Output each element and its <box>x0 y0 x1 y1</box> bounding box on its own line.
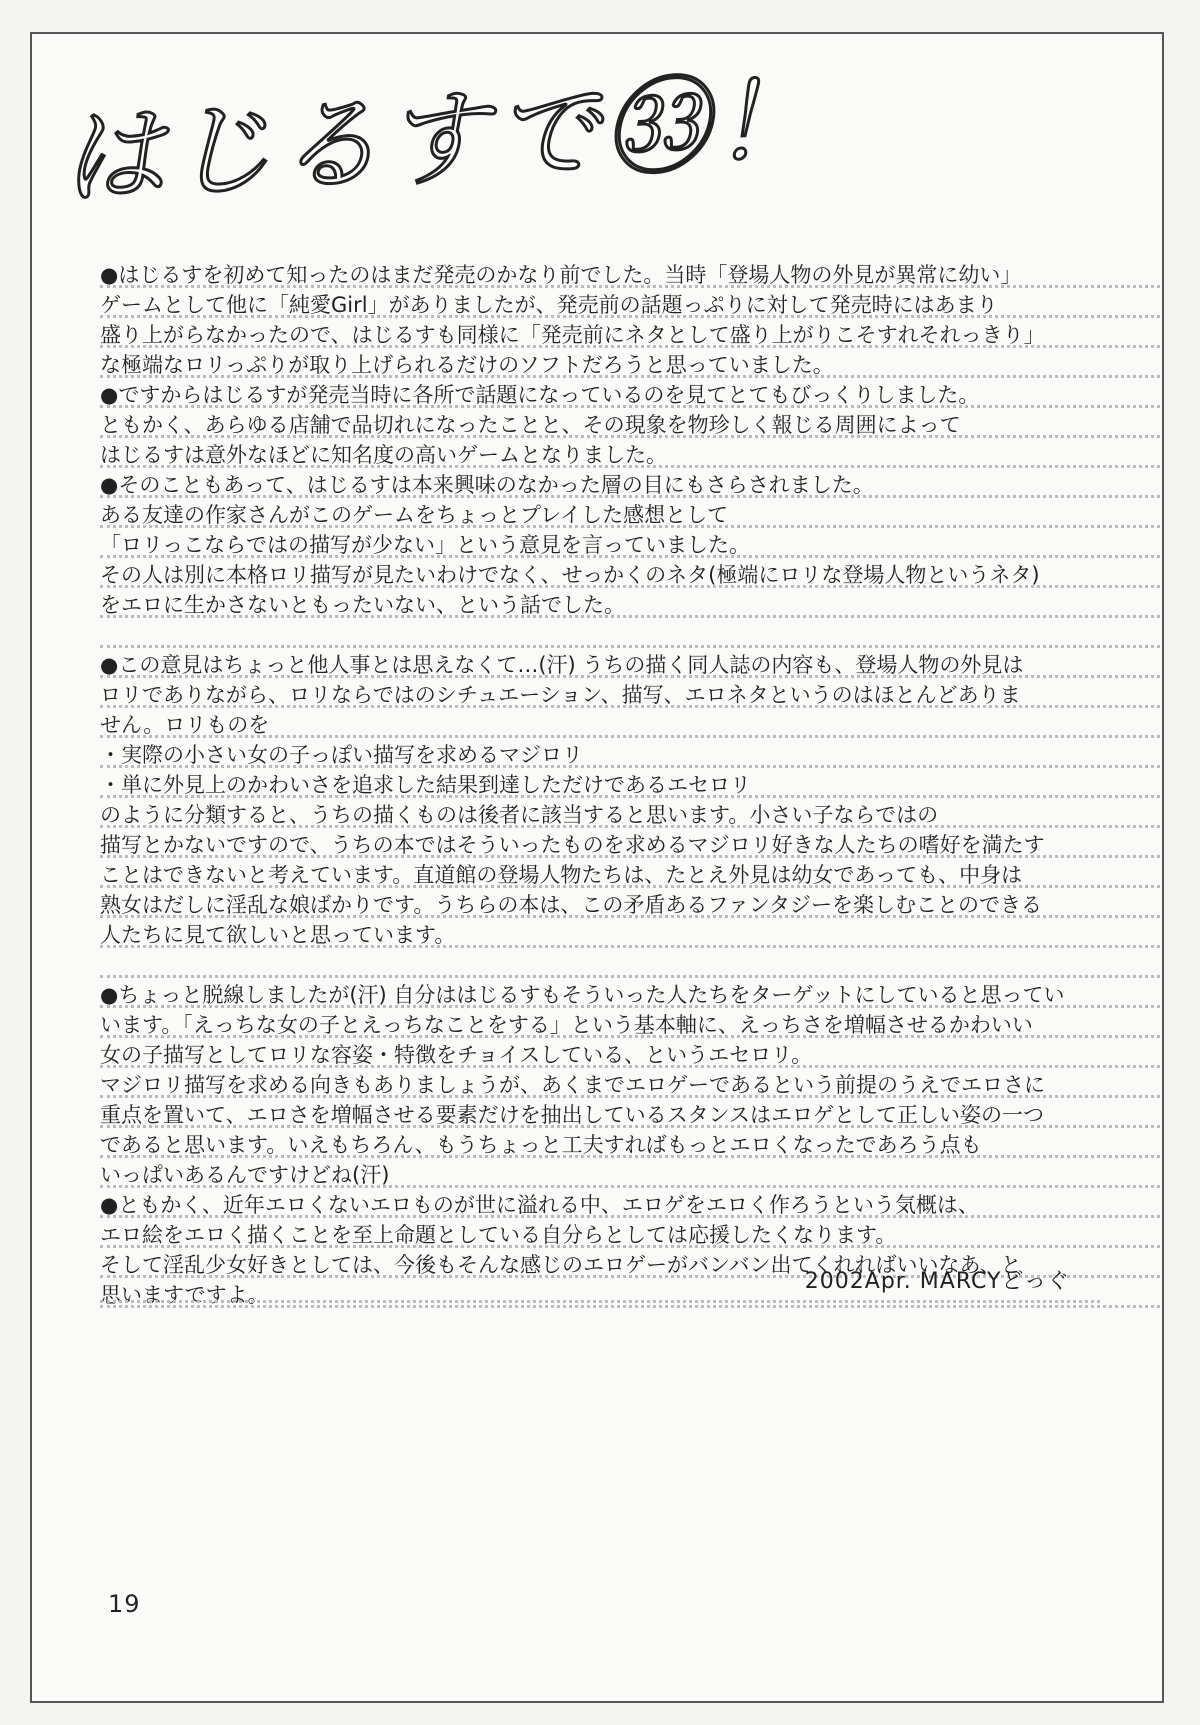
text-line: ・単に外見上のかわいさを追求した結果到達しただけであるエセロリ <box>100 768 1160 798</box>
text-line: ことはできないと考えています。直道館の登場人物たちは、たとえ外見は幼女であっても、中身は <box>100 858 1160 888</box>
paragraph-2 <box>100 648 1160 948</box>
paragraph-1 <box>100 258 1160 618</box>
text-line: をエロに生かさないともったいない、という話でした。 <box>100 588 1160 618</box>
text-line: 描写とかないですので、うちの本ではそういったものを求めるマジロリ好きな人たちの嗜好を満たす <box>100 828 1160 858</box>
text-line: ●そのこともあって、はじるすは本来興味のなかった層の目にもさらされました。 <box>100 468 1160 498</box>
text-line: 「ロリっこならではの描写が少ない」という意見を言っていました。 <box>100 528 1160 558</box>
text-line: はじるすは意外なほどに知名度の高いゲームとなりました。 <box>100 438 1160 468</box>
text-line: 盛り上がらなかったので、はじるすも同様に「発売前にネタとして盛り上がりこそすれそれっきり」 <box>100 318 1160 348</box>
text-line: マジロリ描写を求める向きもありましょうが、あくまでエロゲーであるという前提のうえでエロさに <box>100 1068 1160 1098</box>
text-line: そして淫乱少女好きとしては、今後もそんな感じのエロゲーがバンバン出てくれればいいなあ、と <box>100 1248 1160 1278</box>
text-line: その人は別に本格ロリ描写が見たいわけでなく、せっかくのネタ(極端にロリな登場人物というネタ) <box>100 558 1160 588</box>
dotted-rule <box>100 1300 1100 1303</box>
text-line: ●ちょっと脱線しましたが(汗) 自分ははじるすもそういった人たちをターゲットにしていると思ってい <box>100 978 1160 1008</box>
text-line: ・実際の小さい女の子っぽい描写を求めるマジロリ <box>100 738 1160 768</box>
text-line: 思いますですよ。 <box>100 1278 1160 1308</box>
body-text <box>100 258 1160 1308</box>
text-line: エロ絵をエロく描くことを至上命題としている自分らとしては応援したくなります。 <box>100 1218 1160 1248</box>
blank-line <box>100 618 1160 648</box>
text-line: 女の子描写としてロリな容姿・特徴をチョイスしている、というエセロリ。 <box>100 1038 1160 1068</box>
text-line: ともかく、あらゆる店舗で品切れになったことと、その現象を物珍しく報じる周囲によって <box>100 408 1160 438</box>
text-line: ●ともかく、近年エロくないエロものが世に溢れる中、エロゲをエロく作ろうという気概は、 <box>100 1188 1160 1218</box>
text-line: ●この意見はちょっと他人事とは思えなくて…(汗) うちの描く同人誌の内容も、登場人物の外見は <box>100 648 1160 678</box>
text-line: ゲームとして他に「純愛Girl」がありましたが、発売前の話題っぷりに対して発売時にはあまり <box>100 288 1160 318</box>
text-line: ロリでありながら、ロリならではのシチュエーション、描写、エロネタというのはほとんどありま <box>100 678 1160 708</box>
text-line: いっぱいあるんですけどね(汗) <box>100 1158 1160 1188</box>
text-line: ある友達の作家さんがこのゲームをちょっとプレイした感想として <box>100 498 1160 528</box>
text-line: 重点を置いて、エロさを増幅させる要素だけを抽出しているスタンスはエロゲとして正しい姿の一つ <box>100 1098 1160 1128</box>
paragraph-3 <box>100 978 1160 1308</box>
signature: 2002Apr. MARCYどっぐ <box>804 1269 1070 1294</box>
page-title: はじるすで㉝！ <box>57 58 823 220</box>
text-line: な極端なロリっぷりが取り上げられるだけのソフトだろうと思っていました。 <box>100 348 1160 378</box>
text-line: であると思います。いえもちろん、もうちょっと工夫すればもっとエロくなったであろう点も <box>100 1128 1160 1158</box>
text-line: ●ですからはじるすが発売当時に各所で話題になっているのを見てとてもびっくりしました。 <box>100 378 1160 408</box>
text-line: せん。ロリものを <box>100 708 1160 738</box>
text-line: のように分類すると、うちの描くものは後者に該当すると思います。小さい子ならではの <box>100 798 1160 828</box>
text-line: 人たちに見て欲しいと思っています。 <box>100 918 1160 948</box>
blank-line <box>100 948 1160 978</box>
text-line: 熟女はだしに淫乱な娘ばかりです。うちらの本は、この矛盾あるファンタジーを楽しむことのできる <box>100 888 1160 918</box>
page-number: 19 <box>108 1590 141 1618</box>
text-line: ●はじるすを初めて知ったのはまだ発売のかなり前でした。当時「登場人物の外見が異常に幼い」 <box>100 258 1160 288</box>
text-line: います。「えっちな女の子とえっちなことをする」という基本軸に、えっちさを増幅させるかわいい <box>100 1008 1160 1038</box>
